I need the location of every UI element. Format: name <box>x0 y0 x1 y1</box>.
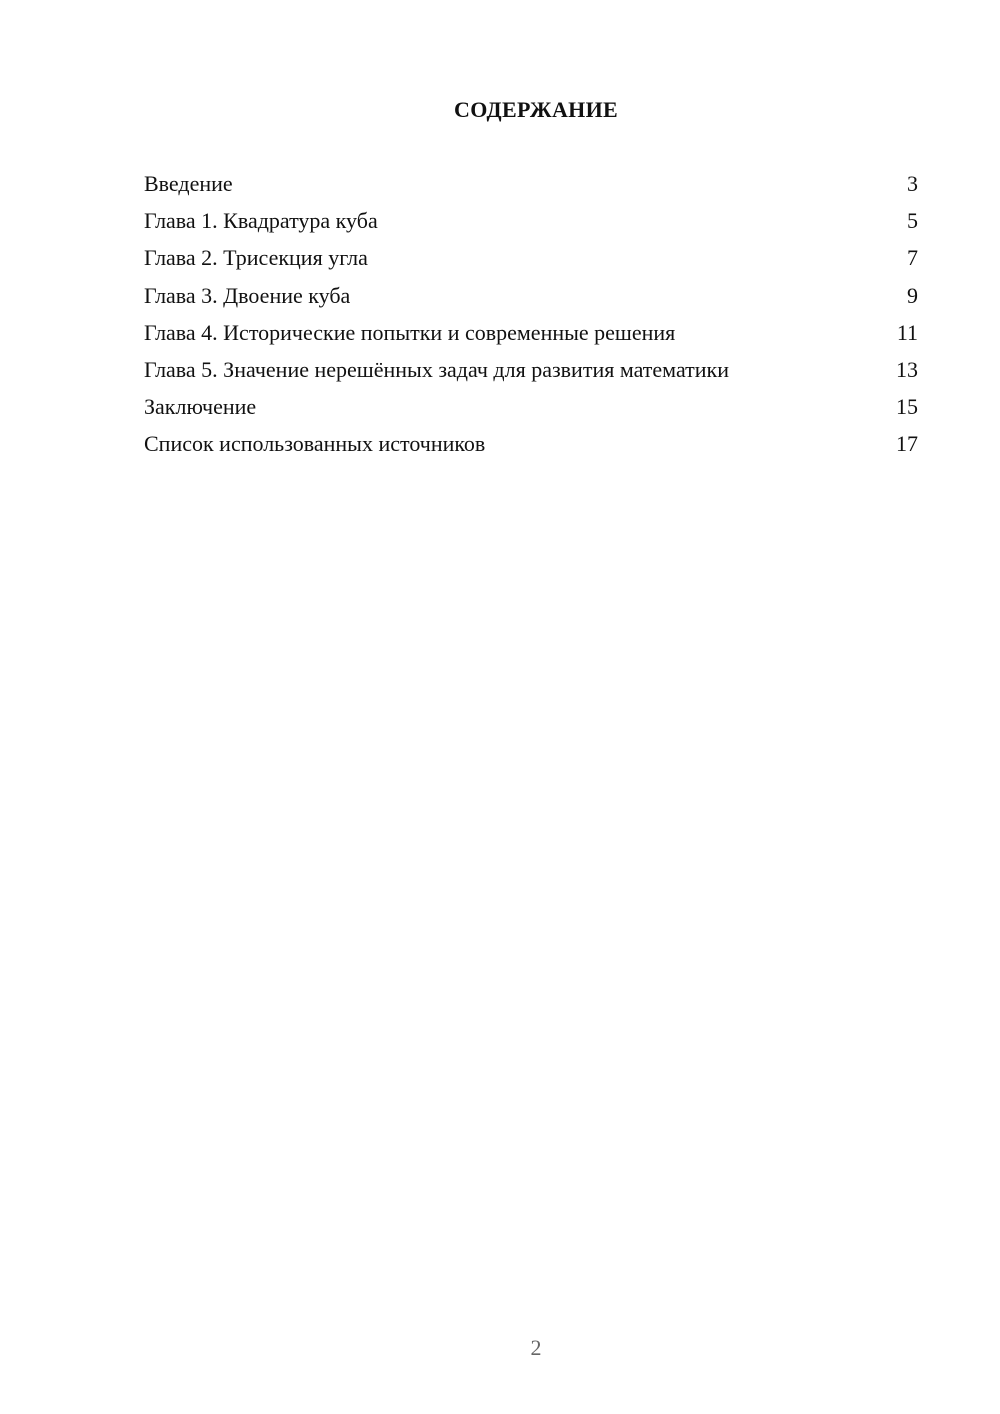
toc-item <box>144 282 918 319</box>
toc-item-label: Глава 2. Трисекция угла <box>144 245 368 271</box>
toc-item-page: 15 <box>896 394 918 420</box>
toc-item-label: Глава 3. Двоение куба <box>144 282 351 308</box>
toc-item <box>144 356 918 393</box>
toc-item-label: Список использованных источников <box>144 431 486 457</box>
table-of-contents <box>144 170 918 468</box>
toc-item <box>144 393 918 430</box>
toc-item <box>144 430 918 467</box>
toc-item-label: Глава 1. Квадратура куба <box>144 208 378 234</box>
toc-item-page: 11 <box>896 319 918 345</box>
page-title: СОДЕРЖАНИЕ <box>454 97 618 122</box>
toc-item <box>144 244 918 281</box>
toc-item-page: 9 <box>907 282 918 308</box>
toc-item-label: Введение <box>144 171 233 196</box>
toc-item-page: 13 <box>896 356 918 382</box>
toc-item-page: 5 <box>907 208 918 234</box>
toc-item <box>144 207 918 244</box>
toc-item <box>144 319 918 356</box>
toc-item-label: Глава 5. Значение нерешённых задач для развития математики <box>144 356 729 382</box>
page-number: 2 <box>530 1335 542 1360</box>
toc-item-label: Глава 4. Исторические попытки и современные решения <box>144 319 676 345</box>
toc-item-page: 7 <box>907 245 918 271</box>
toc-item-page: 17 <box>896 431 918 457</box>
toc-item <box>144 170 918 207</box>
toc-item-page: 3 <box>907 171 918 196</box>
toc-item-label: Заключение <box>144 394 257 420</box>
